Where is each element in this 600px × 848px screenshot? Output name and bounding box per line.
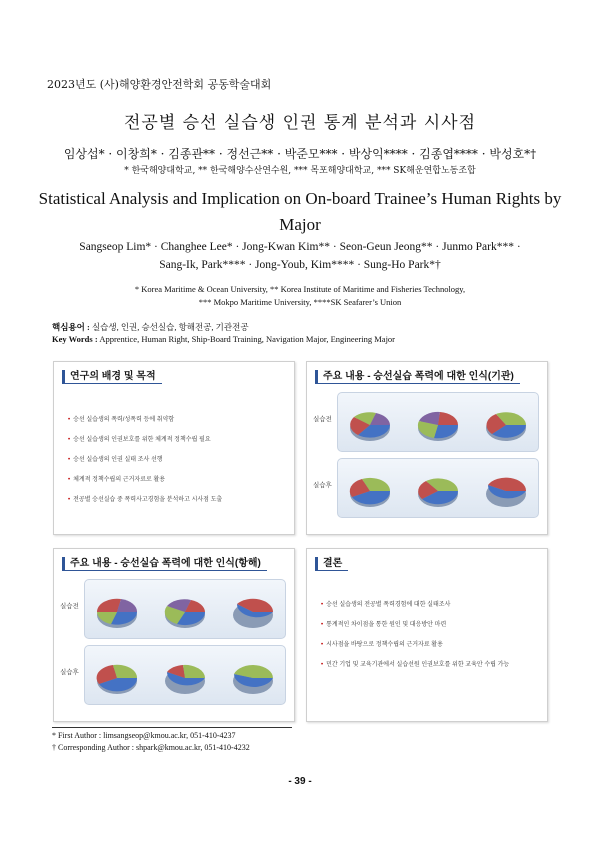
affiliations-english-line2: *** Mokpo Maritime University, ****SK Seafarer’s Union	[198, 297, 402, 307]
title-korean: 전공별 승선 실습생 인권 통계 분석과 시사점	[123, 113, 477, 133]
affiliations-english	[30, 283, 570, 309]
footnote-divider	[52, 727, 292, 728]
authors-english	[40, 238, 560, 274]
pie-chart	[97, 599, 137, 628]
panel-conclusion	[306, 548, 548, 722]
list-item: • 승선 실습생의 인권 실태 조사 선행	[68, 457, 163, 463]
pie-group-svg	[85, 580, 285, 638]
panel-engine-title: 주요 내용 - 승선실습 폭력에 대한 인식(기관)	[315, 370, 520, 384]
keywords-english	[52, 334, 395, 344]
list-item: • 전공별 승선실습 중 폭력사고경험을 분석하고 시사점 도출	[68, 497, 223, 503]
row-label-before: 실습전	[60, 603, 79, 610]
pie-chart-group-before	[337, 392, 539, 452]
list-item: • 승선 실습생의 인권보호를 위한 체계적 정책수립 필요	[68, 437, 211, 443]
authors-korean: 임상섭* · 이창희* · 김종관** · 정선근** · 박준모*** · 박상익**** · 김종엽**** · 박성호*†	[63, 147, 537, 161]
pie-chart	[486, 478, 526, 507]
row-label-after: 실습후	[60, 669, 79, 676]
list-item: • 승선 실습생의 전공별 폭력경험에 대한 실태조사	[321, 602, 451, 608]
list-item: • 통계적인 차이점을 통한 원인 및 대응방안 마련	[321, 622, 447, 628]
list-item: • 민간 기업 및 교육기관에서 실습선원 인권보호를 위한 교육안 수립 가능	[321, 662, 510, 668]
pie-chart	[350, 478, 390, 507]
pie-group-svg	[338, 459, 538, 517]
pie-group-svg	[338, 393, 538, 451]
pie-chart	[418, 478, 458, 507]
pie-chart-group-before	[84, 579, 286, 639]
keywords-english-label: Key Words :	[52, 334, 98, 344]
footnote-corresponding-author: † Corresponding Author : shpark@kmou.ac.kr, 051-410-4232	[52, 743, 250, 752]
panel-background-title: 연구의 배경 및 목적	[62, 370, 162, 384]
pie-chart-group-after	[84, 645, 286, 705]
pie-chart	[418, 412, 458, 441]
authors-english-line2: Sang-Ik, Park**** · Jong-Youb, Kim**** · Sung-Ho Park*†	[159, 259, 441, 271]
panel-engine	[306, 361, 548, 535]
list-item: • 체계적 정책수립의 근거자료로 활용	[68, 477, 166, 483]
row-label-before: 실습전	[313, 416, 332, 423]
pie-chart-group-after	[337, 458, 539, 518]
affiliations-english-line1: * Korea Maritime & Ocean University, ** Korea Institute of Maritime and Fisheries Technology,	[134, 284, 466, 294]
panel-navigation-title: 주요 내용 - 승선실습 폭력에 대한 인식(항해)	[62, 557, 267, 571]
conference-header: 2023년도 (사)해양환경안전학회 공동학술대회	[47, 78, 272, 91]
keywords-korean-text: 실습생, 인권, 승선실습, 항해전공, 기관전공	[91, 322, 249, 332]
pie-chart	[233, 599, 273, 628]
pie-chart	[165, 665, 205, 694]
panel-navigation	[53, 548, 295, 722]
title-english: Statistical Analysis and Implication on On-board Trainee’s Human Rights by Major	[38, 189, 562, 234]
list-item: • 승선 실습생의 폭력/성폭력 등에 취약함	[68, 417, 175, 423]
panel-conclusion-title: 결론	[315, 557, 348, 571]
conclusion-bullets	[321, 599, 509, 679]
keywords-english-text: Apprentice, Human Right, Ship-Board Training, Navigation Major, Engineering Major	[99, 334, 396, 344]
authors-english-line1: Sangseop Lim* · Changhee Lee* · Jong-Kwan Kim** · Seon-Geun Jeong** · Junmo Park*** ·	[79, 241, 521, 253]
pie-chart	[233, 665, 273, 694]
panel-background	[53, 361, 295, 535]
affiliations-korean: * 한국해양대학교, ** 한국해양수산연수원, *** 목포해양대학교, *** SK해운연합노동조합	[124, 166, 476, 176]
background-bullets	[68, 414, 222, 514]
keywords-korean	[52, 321, 249, 333]
list-item: • 시사점을 바탕으로 정책수립의 근거자료 활용	[321, 642, 443, 648]
pie-chart	[486, 412, 526, 441]
footnote-first-author: * First Author : limsangseop@kmou.ac.kr, 051-410-4237	[52, 731, 236, 740]
row-label-after: 실습후	[313, 482, 332, 489]
keywords-korean-label: 핵심용어 :	[52, 322, 90, 332]
pie-group-svg	[85, 646, 285, 704]
pie-chart	[350, 412, 390, 441]
pie-chart	[165, 599, 205, 628]
pie-chart	[97, 665, 137, 694]
page-number: - 39 -	[288, 776, 312, 787]
